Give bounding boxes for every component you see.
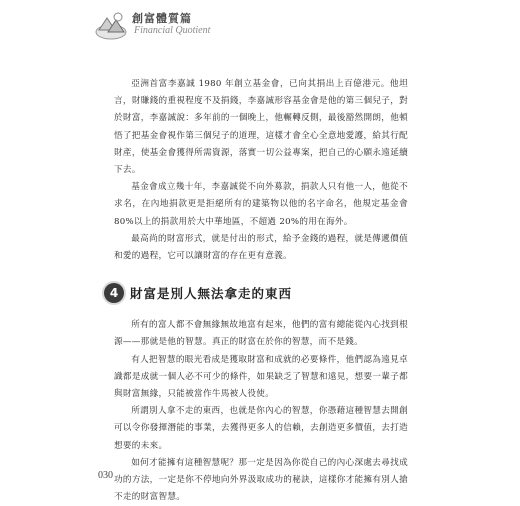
paragraph: 有人把智慧的眼光看成是獲取財富和成就的必要條件，他們認為遠見卓識都是成就一個人必不可少的條件，如果缺乏了智慧和遠見，想要一輩子都與財富無緣，只能被當作牛馬被人役使。 [114, 354, 408, 400]
header-subtitle: Financial Quotient [134, 25, 211, 36]
section-title: 財富是別人無法拿走的東西 [130, 286, 293, 302]
paragraph: 亞洲首富李嘉誠 1980 年創立基金會，已向其捐出上百億港元。他坦言，財賺錢的重視程度不及捐錢，李嘉誠形容基金會是他的第三個兒子，對於財富，李嘉誠說：多年前的一個晚上，他輾轉反側，最後豁然開朗，他頓悟了把基金會視作第三個兒子的道理，這樣才會全心全意地愛護，給其行配財產，使基金會獲得所需資源，落實一切公益專案，把自己的心願永遠延續下去。 [114, 79, 408, 176]
paragraph: 如何才能擁有這種智慧呢？那一定是因為你從自己的內心深處去尋找成功的方法，一定是你不停地向外界汲取成功的秘訣，這樣你才能擁有別人搶不走的財富智慧。 [114, 457, 408, 503]
page-number: 030 [98, 470, 113, 481]
paragraph: 所謂別人拿不走的東西，也就是你內心的智慧，你憑藉這種智慧去開創可以令你發揮潛能的事業，去獲得更多人的信賴，去創造更多價值，去打造想要的未來。 [114, 406, 408, 451]
paragraph: 最高尚的財富形式，就是付出的形式，給予金錢的過程，就是傳遞價值和愛的過程，它可以讓財富的存在更有意義。 [114, 233, 408, 262]
book-globe-icon [94, 10, 128, 44]
paragraph: 所有的富人都不會無緣無故地富有起來，他們的富有總能從內心找到根源——那就是他的智慧。真正的財富在於你的智慧，而不是錢。 [114, 320, 408, 348]
running-header [94, 8, 244, 46]
header-title: 創富體質篇 [132, 12, 192, 25]
section-number-badge: 4 [104, 283, 124, 303]
section-heading [104, 281, 408, 305]
paragraph: 基金會成立幾十年，李嘉誠從不向外募款，捐款人只有他一人，他從不求名，在內地捐款更是拒絕所有的建築物以他的名字命名，他規定基金會 80%以上的捐款用於大中華地區，不超過 20%的用在海外。 [114, 182, 408, 227]
page-body [109, 76, 408, 506]
